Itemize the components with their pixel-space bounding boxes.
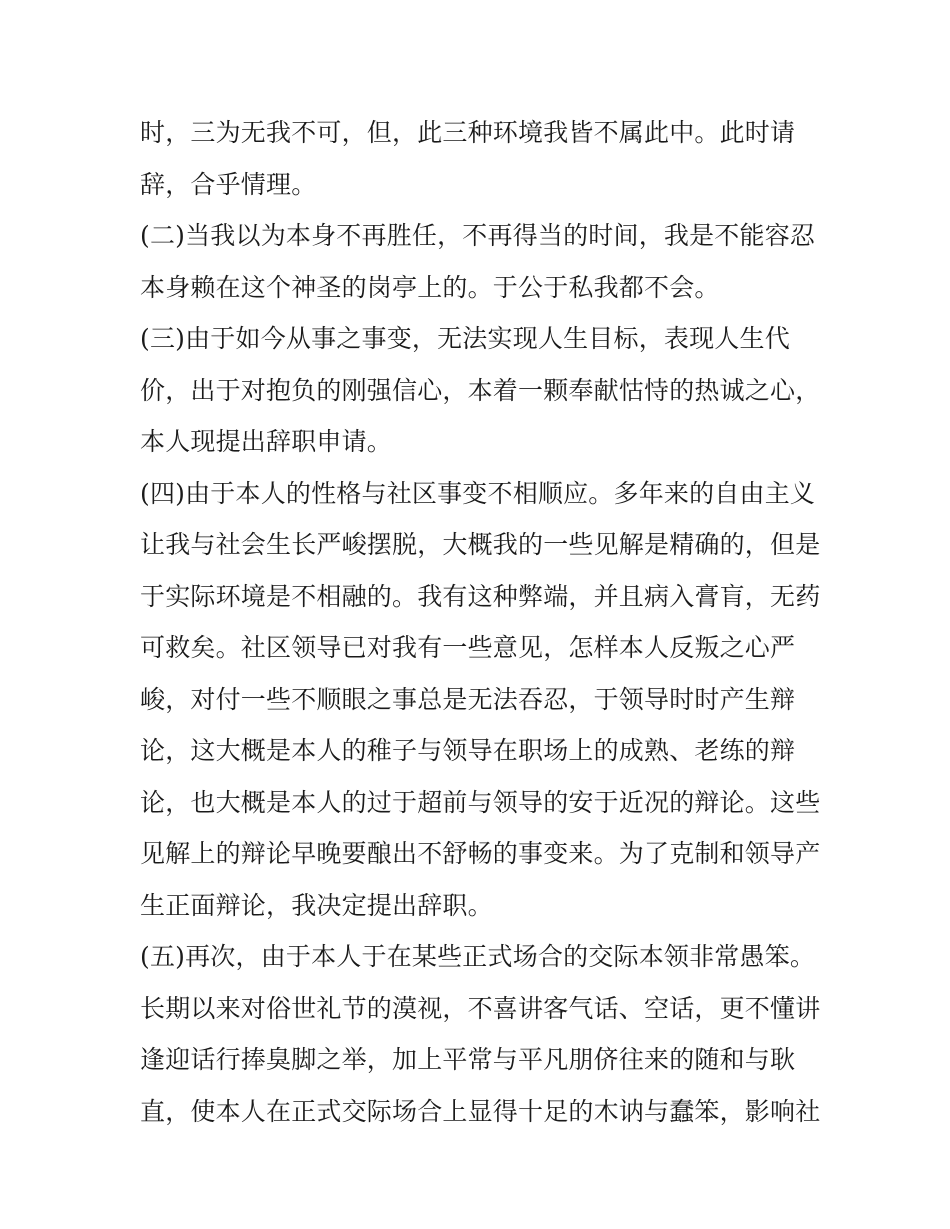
text-line: (四)由于本人的性格与社区事变不相顺应。多年来的自由主义 xyxy=(140,478,816,508)
text-line: 时，三为无我不可，但，此三种环境我皆不属此中。此时请 xyxy=(140,118,796,147)
text-line: 本人现提出辞职申请。 xyxy=(140,427,393,456)
text-line: 于实际环境是不相融的。我有这种弊端，并且病入膏肓，无药 xyxy=(140,581,821,611)
text-line: 本身赖在这个神圣的岗亭上的。于公于私我都不会。 xyxy=(140,272,720,302)
body-text xyxy=(140,107,820,1137)
text-line: (二)当我以为本身不再胜任，不再得当的时间，我是不能容忍 xyxy=(140,221,816,250)
text-line: 可救矣。社区领导已对我有一些意见，怎样本人反叛之心严 xyxy=(140,633,796,662)
text-line: 论，也大概是本人的过于超前与领导的安于近况的辩论。这些 xyxy=(140,787,821,817)
text-line: 直，使本人在正式交际场合上显得十足的木讷与蠢笨，影响社 xyxy=(140,1096,821,1126)
text-line: 长期以来对俗世礼节的漠视，不喜讲客气话、空话，更不懂讲 xyxy=(140,993,821,1023)
text-line: 辞，合乎情理。 xyxy=(140,169,317,199)
text-line: 生正面辩论，我决定提出辞职。 xyxy=(140,890,493,920)
text-line: 价，出于对抱负的刚强信心，本着一颗奉献怙恃的热诚之心， xyxy=(140,375,821,405)
text-line: 逢迎话行捧臭脚之举，加上平常与平凡朋侪往来的随和与耿 xyxy=(140,1045,796,1074)
text-line: (五)再次，由于本人于在某些正式场合的交际本领非常愚笨。 xyxy=(140,942,816,971)
text-line: 见解上的辩论早晚要酿出不舒畅的事变来。为了克制和领导产 xyxy=(140,839,821,868)
text-line: 让我与社会生长严峻摆脱，大概我的一些见解是精确的，但是 xyxy=(140,530,821,559)
text-line: (三)由于如今从事之事变，无法实现人生目标，表现人生代 xyxy=(140,324,790,353)
text-line: 论，这大概是本人的稚子与领导在职场上的成熟、老练的辩 xyxy=(140,736,796,765)
text-line: 峻，对付一些不顺眼之事总是无法吞忍，于领导时时产生辩 xyxy=(140,684,796,714)
